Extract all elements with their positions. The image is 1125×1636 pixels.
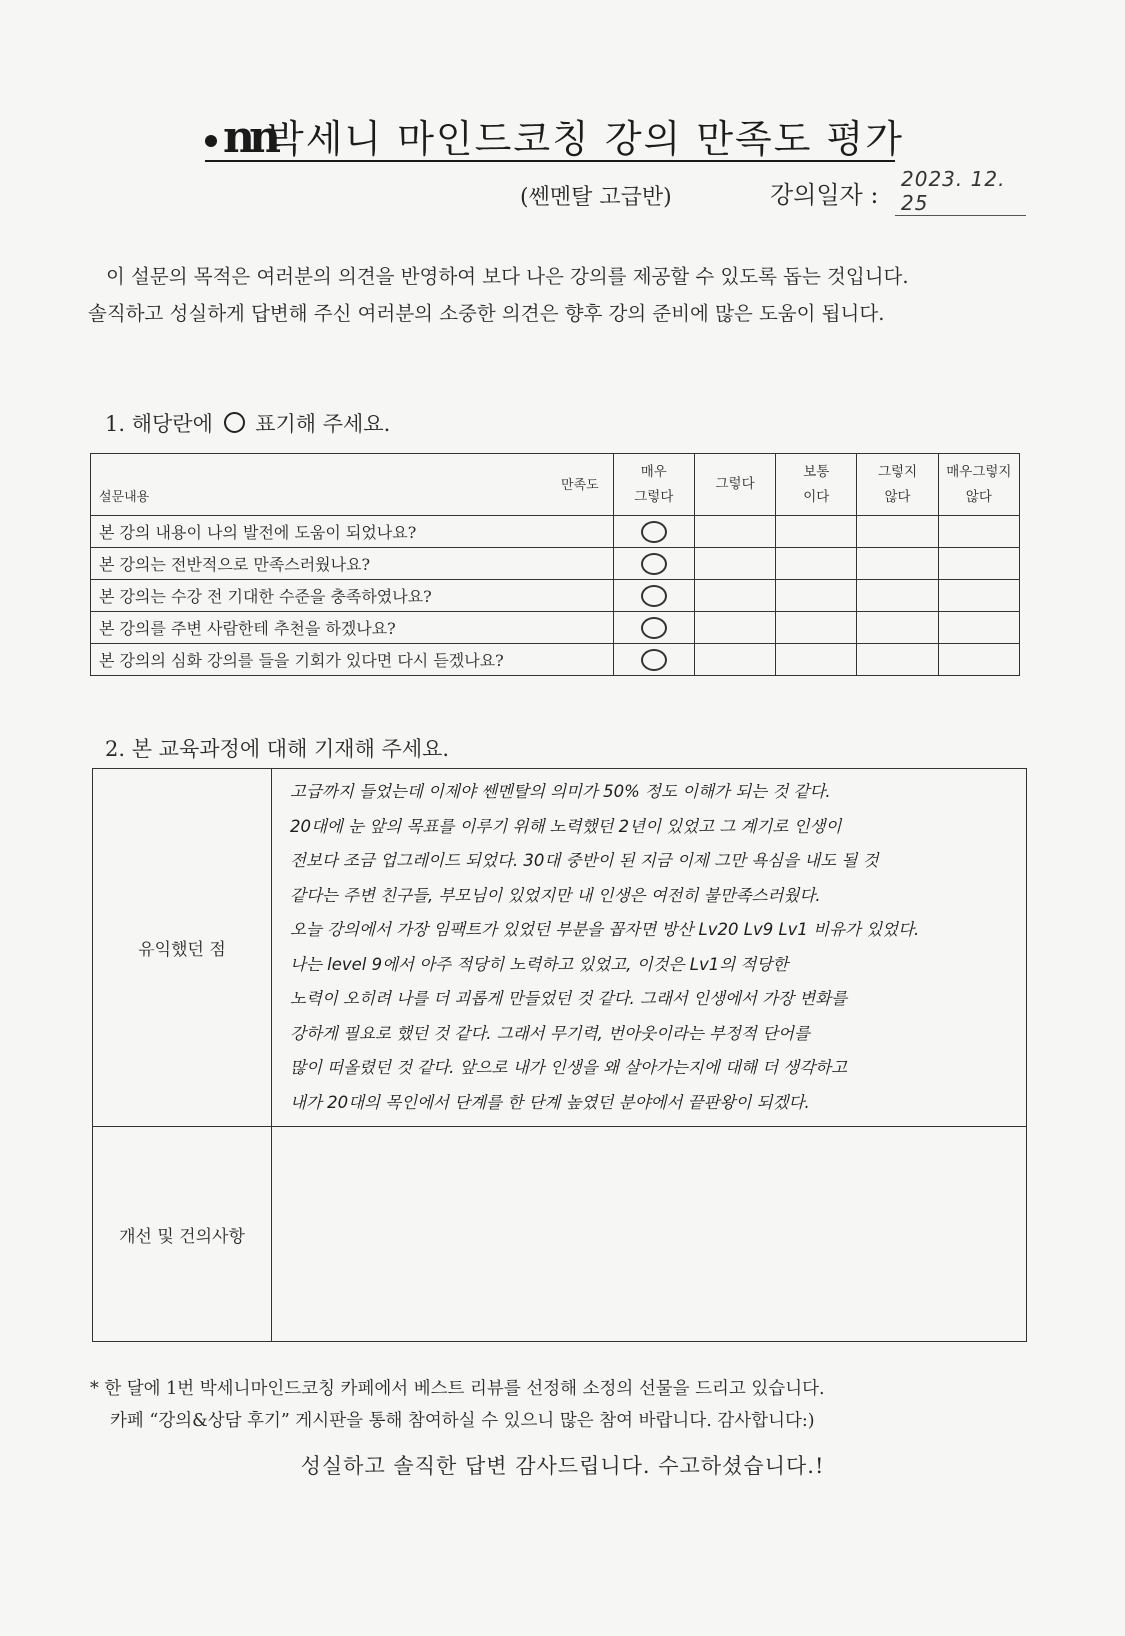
handwritten-line: 같다는 주변 친구들, 부모님이 있었지만 내 인생은 여전히 불만족스러웠다. xyxy=(290,885,821,905)
benefit-row xyxy=(93,769,1027,1127)
col-neutral-l2: 이다 xyxy=(803,488,830,505)
suggestion-label: 개선 및 건의사항 xyxy=(93,1127,272,1342)
date-label: 강의일자 : xyxy=(770,181,879,209)
col-very-agree xyxy=(613,454,694,516)
col-neutral xyxy=(776,454,857,516)
section1-title-after: 표기해 주세요. xyxy=(255,412,391,436)
handwritten-line: 전보다 조금 업그레이드 되었다. 30대 중반이 된 지금 이제 그만 욕심을 내도 될 것 xyxy=(290,851,879,870)
footer-note xyxy=(90,1373,825,1437)
section1-title-before: 1. 해당란에 xyxy=(105,412,213,436)
page-title: 박세니 마인드코칭 강의 만족도 평가 xyxy=(267,117,904,161)
col-agree xyxy=(694,454,775,516)
suggestion-row xyxy=(93,1127,1027,1342)
question-text: 본 강의는 수강 전 기대한 수준을 충족하였나요? xyxy=(91,580,614,612)
rating-cell[interactable] xyxy=(857,548,938,580)
title-underline xyxy=(205,160,895,162)
question-row xyxy=(91,612,1020,644)
rating-cell[interactable] xyxy=(613,548,694,580)
handwritten-line: 고급까지 들었는데 이제야 쎈멘탈의 의미가 50% 정도 이해가 되는 것 같다. xyxy=(290,782,831,801)
rating-cell[interactable] xyxy=(857,612,938,644)
course-subtitle: (쎈멘탈 고급반) xyxy=(520,185,672,210)
benefit-label: 유익했던 점 xyxy=(93,769,272,1127)
rating-cell[interactable] xyxy=(613,580,694,612)
section2-title: 2. 본 교육과정에 대해 기재해 주세요. xyxy=(105,737,450,761)
rating-cell[interactable] xyxy=(694,516,775,548)
rating-cell[interactable] xyxy=(694,612,775,644)
col-very-disagree xyxy=(938,454,1019,516)
rating-cell[interactable] xyxy=(776,580,857,612)
circle-mark-icon xyxy=(641,553,667,575)
question-row xyxy=(91,516,1020,548)
question-text: 본 강의를 주변 사람한테 추천을 하겠나요? xyxy=(91,612,614,644)
rating-cell[interactable] xyxy=(776,548,857,580)
handwritten-line: 나는 level 9에서 아주 적당히 노력하고 있었고, 이것은 Lv1의 적당한 xyxy=(290,954,789,974)
footer-note-line-1: * 한 달에 1번 박세니마인드코칭 카페에서 베스트 리뷰를 선정해 소정의 선물을 드리고 있습니다. xyxy=(90,1379,825,1399)
benefit-answer[interactable] xyxy=(272,769,1027,1127)
col-neutral-l1: 보통 xyxy=(803,463,830,480)
col-agree-l1: 그렇다 xyxy=(715,476,755,492)
rating-table xyxy=(90,453,1020,676)
header-survey-content: 설문내용 xyxy=(99,490,150,505)
rating-body xyxy=(91,516,1020,676)
circle-mark-icon xyxy=(641,521,667,543)
handwritten-line: 강하게 필요로 했던 것 같다. 그래서 무기력, 번아웃이라는 부정적 단어를 xyxy=(290,1023,810,1043)
circle-mark-icon xyxy=(641,617,667,639)
rating-cell[interactable] xyxy=(938,516,1019,548)
rating-cell[interactable] xyxy=(857,644,938,676)
col-disagree xyxy=(857,454,938,516)
rating-cell[interactable] xyxy=(613,644,694,676)
rating-cell[interactable] xyxy=(857,580,938,612)
rating-cell[interactable] xyxy=(694,580,775,612)
rating-cell[interactable] xyxy=(613,612,694,644)
question-text: 본 강의는 전반적으로 만족스러웠나요? xyxy=(91,548,614,580)
circle-mark-icon xyxy=(641,649,667,671)
brand-logo: nn xyxy=(205,112,275,163)
handwritten-answer xyxy=(272,769,1026,1126)
question-text: 본 강의 내용이 나의 발전에 도움이 되었나요? xyxy=(91,516,614,548)
question-row xyxy=(91,580,1020,612)
col-very-disagree-l2: 않다 xyxy=(965,488,992,505)
rating-cell[interactable] xyxy=(776,516,857,548)
question-text: 본 강의의 심화 강의를 들을 기회가 있다면 다시 듣겠나요? xyxy=(91,644,614,676)
circle-mark-icon xyxy=(641,585,667,607)
handwritten-line: 20대에 눈 앞의 목표를 이루기 위해 노력했던 2년이 있었고 그 계기로 인생이 xyxy=(290,816,842,836)
rating-cell[interactable] xyxy=(694,548,775,580)
rating-cell[interactable] xyxy=(938,612,1019,644)
rating-header-row xyxy=(91,454,1020,516)
rating-cell[interactable] xyxy=(694,644,775,676)
intro-line-2: 솔직하고 성실하게 답변해 주신 여러분의 소중한 의견은 향후 강의 준비에 많은 도움이 됩니다. xyxy=(88,302,885,325)
rating-cell[interactable] xyxy=(613,516,694,548)
intro-text xyxy=(88,258,1028,332)
footer-note-line-2: 카페 “강의&상담 후기” 게시판을 통해 참여하실 수 있으니 많은 참여 바랍니다. 감사합니다:) xyxy=(110,1411,815,1431)
handwritten-line: 오늘 강의에서 가장 임팩트가 있었던 부분을 꼽자면 방산 Lv20 Lv9 Lv1 비유가 있었다. xyxy=(290,920,920,939)
rating-cell[interactable] xyxy=(938,548,1019,580)
suggestion-answer[interactable] xyxy=(272,1127,1027,1342)
question-row xyxy=(91,548,1020,580)
rating-header-question xyxy=(91,454,614,516)
thanks-message: 성실하고 솔직한 답변 감사드립니다. 수고하셨습니다.! xyxy=(300,1454,825,1478)
col-very-agree-l2: 그렇다 xyxy=(634,488,674,505)
rating-cell[interactable] xyxy=(857,516,938,548)
rating-cell[interactable] xyxy=(938,644,1019,676)
rating-cell[interactable] xyxy=(776,612,857,644)
rating-cell[interactable] xyxy=(938,580,1019,612)
handwritten-line: 노력이 오히려 나를 더 괴롭게 만들었던 것 같다. 그래서 인생에서 가장 변화를 xyxy=(290,989,848,1008)
date-value: 2023. 12. 25 xyxy=(895,167,1026,216)
handwritten-line: 내가 20대의 목인에서 단계를 한 단계 높였던 분야에서 끝판왕이 되겠다. xyxy=(290,1092,810,1112)
question-row xyxy=(91,644,1020,676)
col-very-agree-l1: 매우 xyxy=(640,463,667,480)
section1-title xyxy=(105,408,390,438)
col-very-disagree-l1: 매우그렇지 xyxy=(946,463,1012,480)
handwritten-line: 많이 떠올렸던 것 같다. 앞으로 내가 인생을 왜 살아가는지에 대해 더 생각하고 xyxy=(290,1058,848,1077)
intro-line-1: 이 설문의 목적은 여러분의 의견을 반영하여 보다 나은 강의를 제공할 수 있도록 돕는 것입니다. xyxy=(106,265,909,288)
comments-table xyxy=(92,768,1027,1342)
col-disagree-l2: 않다 xyxy=(884,488,911,505)
rating-cell[interactable] xyxy=(776,644,857,676)
circle-icon xyxy=(224,412,245,433)
col-disagree-l1: 그렇지 xyxy=(878,463,918,480)
header-satisfaction: 만족도 xyxy=(561,478,599,493)
